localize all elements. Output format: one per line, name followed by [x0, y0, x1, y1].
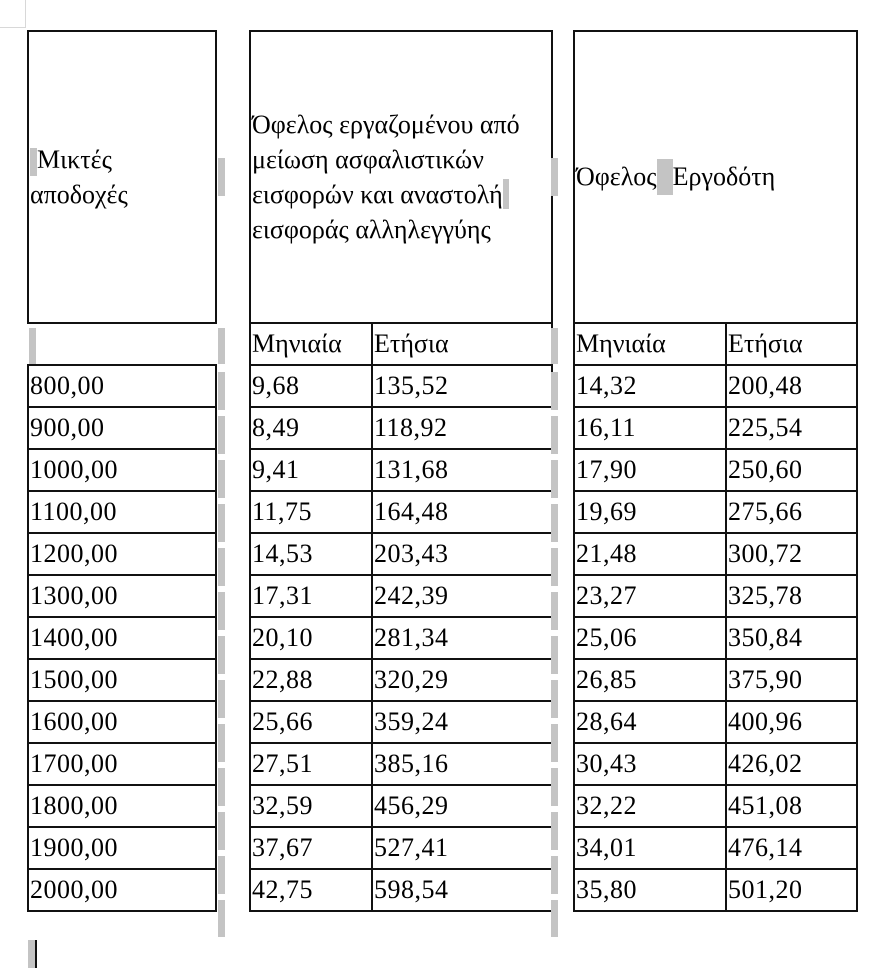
salary-subheader-cell — [28, 323, 216, 365]
table-cell[interactable]: 25,06 — [574, 617, 726, 659]
salary-table — [27, 30, 217, 912]
subheader-monthly[interactable]: Μηνιαία — [574, 323, 726, 365]
table-cell[interactable]: 23,27 — [574, 575, 726, 617]
table-cell[interactable]: 27,51 — [250, 743, 372, 785]
employer-header-cell[interactable] — [574, 31, 857, 323]
table-cell[interactable]: 32,59 — [250, 785, 372, 827]
table-cell[interactable]: 359,24 — [372, 701, 552, 743]
table-cell[interactable]: 598,54 — [372, 869, 552, 911]
table-cell[interactable]: 250,60 — [726, 449, 857, 491]
cell-end-marker — [551, 328, 558, 364]
table-cell[interactable]: 8,49 — [250, 407, 372, 449]
table-cell[interactable]: 118,92 — [372, 407, 552, 449]
table-cell[interactable]: 1600,00 — [28, 701, 216, 743]
table-cell[interactable]: 426,02 — [726, 743, 857, 785]
text-cursor — [35, 940, 37, 968]
table-cell[interactable]: 21,48 — [574, 533, 726, 575]
table-cell[interactable]: 164,48 — [372, 491, 552, 533]
table-cell[interactable]: 37,67 — [250, 827, 372, 869]
table-cell[interactable]: 28,64 — [574, 701, 726, 743]
employee-header-part-1: Όφελος εργαζομένου από μείωση ασφαλιστικών εισφορών και αναστολή — [252, 110, 520, 209]
cell-end-marker — [29, 328, 36, 364]
table-cell[interactable]: 1100,00 — [28, 491, 216, 533]
employee-header-cell[interactable] — [250, 31, 552, 323]
table-cell[interactable]: 476,14 — [726, 827, 857, 869]
employee-benefit-table — [249, 30, 553, 912]
table-cell[interactable]: 30,43 — [574, 743, 726, 785]
row-end-markers — [218, 372, 225, 937]
table-cell[interactable]: 1500,00 — [28, 659, 216, 701]
table-cell[interactable]: 300,72 — [726, 533, 857, 575]
subheader-monthly[interactable]: Μηνιαία — [250, 323, 372, 365]
table-cell[interactable]: 16,11 — [574, 407, 726, 449]
table-cell[interactable]: 14,32 — [574, 365, 726, 407]
table-cell[interactable]: 275,66 — [726, 491, 857, 533]
table-cell[interactable]: 2000,00 — [28, 869, 216, 911]
table-cell[interactable]: 350,84 — [726, 617, 857, 659]
table-cell[interactable]: 900,00 — [28, 407, 216, 449]
table-cell[interactable]: 1400,00 — [28, 617, 216, 659]
salary-header: Μικτές αποδοχές — [30, 145, 128, 209]
table-cell[interactable]: 281,34 — [372, 617, 552, 659]
table-cell[interactable]: 501,20 — [726, 869, 857, 911]
row-end-markers — [551, 372, 558, 937]
table-cell[interactable]: 1900,00 — [28, 827, 216, 869]
employer-benefit-table — [573, 30, 858, 912]
cell-end-marker — [218, 328, 225, 364]
table-cell[interactable]: 14,53 — [250, 533, 372, 575]
subheader-annual[interactable]: Ετήσια — [726, 323, 857, 365]
table-cell[interactable]: 203,43 — [372, 533, 552, 575]
table-cell[interactable]: 320,29 — [372, 659, 552, 701]
table-cell[interactable]: 17,31 — [250, 575, 372, 617]
table-cell[interactable]: 17,90 — [574, 449, 726, 491]
formatting-mark — [503, 179, 509, 209]
table-cell[interactable]: 11,75 — [250, 491, 372, 533]
table-cell[interactable]: 242,39 — [372, 575, 552, 617]
table-cell[interactable]: 385,16 — [372, 743, 552, 785]
table-cell[interactable]: 800,00 — [28, 365, 216, 407]
table-cell[interactable]: 26,85 — [574, 659, 726, 701]
table-cell[interactable]: 456,29 — [372, 785, 552, 827]
subheader-annual[interactable]: Ετήσια — [372, 323, 552, 365]
table-cell[interactable]: 131,68 — [372, 449, 552, 491]
employer-header-part-2: Εργοδότη — [672, 162, 776, 191]
employee-header-part-2: εισφοράς αλληλεγγύης — [252, 215, 491, 244]
table-cell[interactable]: 1000,00 — [28, 449, 216, 491]
table-cell[interactable]: 25,66 — [250, 701, 372, 743]
table-cell[interactable]: 32,22 — [574, 785, 726, 827]
table-cell[interactable]: 375,90 — [726, 659, 857, 701]
table-cell[interactable]: 42,75 — [250, 869, 372, 911]
table-cell[interactable]: 35,80 — [574, 869, 726, 911]
table-cell[interactable]: 451,08 — [726, 785, 857, 827]
table-cell[interactable]: 1800,00 — [28, 785, 216, 827]
table-cell[interactable]: 1300,00 — [28, 575, 216, 617]
paragraph-end-marker — [28, 940, 35, 968]
table-cell[interactable]: 34,01 — [574, 827, 726, 869]
table-cell[interactable]: 19,69 — [574, 491, 726, 533]
table-cell[interactable]: 20,10 — [250, 617, 372, 659]
table-cell[interactable]: 200,48 — [726, 365, 857, 407]
text-cursor-mark — [30, 148, 37, 176]
cell-end-marker — [551, 158, 558, 196]
table-cell[interactable]: 527,41 — [372, 827, 552, 869]
table-cell[interactable]: 22,88 — [250, 659, 372, 701]
table-cell[interactable]: 400,96 — [726, 701, 857, 743]
table-cell[interactable]: 1700,00 — [28, 743, 216, 785]
table-cell[interactable]: 225,54 — [726, 407, 857, 449]
table-cell[interactable]: 1200,00 — [28, 533, 216, 575]
page-corner-mark — [0, 0, 26, 28]
salary-header-cell[interactable] — [28, 31, 216, 323]
employer-header-part-1: Όφελος — [576, 162, 657, 191]
table-cell[interactable]: 325,78 — [726, 575, 857, 617]
cell-end-marker — [218, 158, 225, 196]
formatting-mark — [657, 159, 673, 195]
table-cell[interactable]: 9,68 — [250, 365, 372, 407]
table-cell[interactable]: 135,52 — [372, 365, 552, 407]
table-cell[interactable]: 9,41 — [250, 449, 372, 491]
